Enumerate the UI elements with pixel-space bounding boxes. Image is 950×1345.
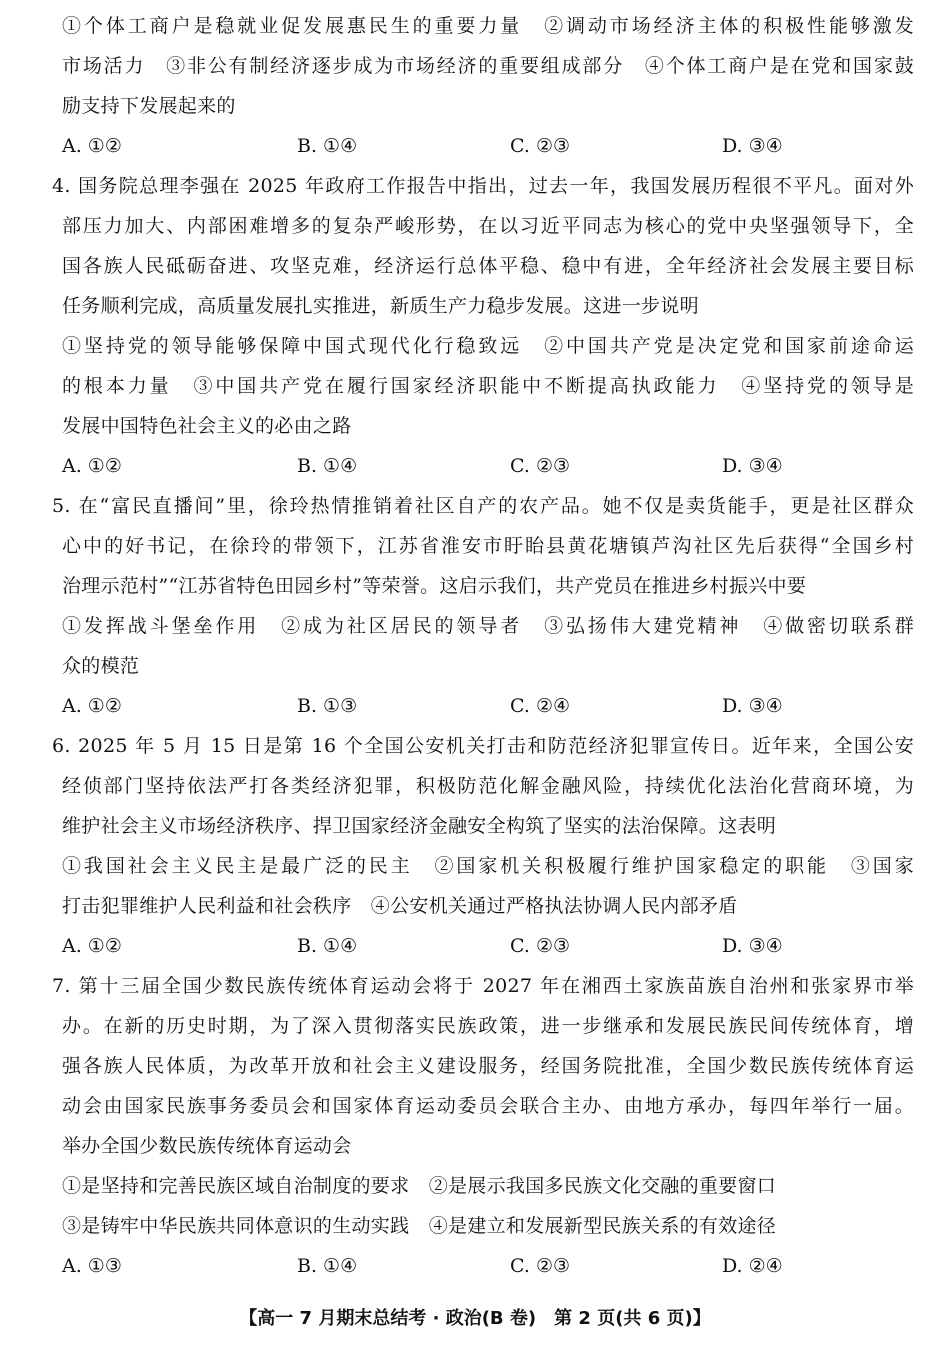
option-b: B. ①④ — [297, 935, 358, 957]
statement-line: 打击犯罪维护人民利益和社会秩序 ④公安机关通过严格执法协调人民内部矛盾 — [62, 895, 738, 917]
question-4 — [52, 166, 914, 486]
question-line: 维护社会主义市场经济秩序、捍卫国家经济金融安全构筑了坚实的法治保障。这表明 — [62, 815, 777, 837]
question-line: 治理示范村”“江苏省特色田园乡村”等荣誉。这启示我们，共产党员在推进乡村振兴中要 — [62, 575, 807, 597]
option-c: C. ②③ — [510, 135, 571, 157]
answer-options — [62, 926, 914, 966]
question-line: 动会由国家民族事务委员会和国家体育运动委员会联合主办、由地方承办，每四年举行一届。 — [62, 1095, 914, 1117]
option-b: B. ①④ — [297, 1255, 358, 1277]
question-line: 举办全国少数民族传统体育运动会 — [62, 1135, 352, 1157]
option-c: C. ②④ — [510, 695, 571, 717]
question-line: 心中的好书记，在徐玲的带领下，江苏省淮安市盱眙县黄花塘镇芦沟社区先后获得“全国乡村 — [62, 535, 914, 557]
statement-line: ①坚持党的领导能够保障中国式现代化行稳致远 ②中国共产党是决定党和国家前途命运 — [62, 335, 914, 357]
statement-line: 的根本力量 ③中国共产党在履行国家经济职能中不断提高执政能力 ④坚持党的领导是 — [62, 375, 914, 397]
statement-line: ①是坚持和完善民族区域自治制度的要求 ②是展示我国多民族文化交融的重要窗口 — [62, 1175, 777, 1197]
statement-line: 众的模范 — [62, 655, 140, 677]
question-line: 办。在新的历史时期，为了深入贯彻落实民族政策，进一步继承和发展民族民间传统体育，增 — [62, 1015, 914, 1037]
statement-line: 发展中国特色社会主义的必由之路 — [62, 415, 352, 437]
option-d: D. ②④ — [722, 1255, 783, 1277]
option-d: D. ③④ — [722, 135, 783, 157]
question-3-continuation — [62, 6, 914, 166]
option-c: C. ②③ — [510, 1255, 571, 1277]
statement-line: ③是铸牢中华民族共同体意识的生动实践 ④是建立和发展新型民族关系的有效途径 — [62, 1215, 777, 1237]
question-stem: 6. 2025 年 5 月 15 日是第 16 个全国公安机关打击和防范经济犯罪宣传日。近年来，全国公安 — [52, 735, 914, 757]
question-line: 部压力加大、内部困难增多的复杂严峻形势，在以习近平同志为核心的党中央坚强领导下，全 — [62, 215, 914, 237]
question-6 — [52, 726, 914, 966]
option-a: A. ①② — [62, 935, 122, 957]
question-line: 任务顺利完成，高质量发展扎实推进，新质生产力稳步发展。这进一步说明 — [62, 295, 699, 317]
answer-options — [62, 686, 914, 726]
exam-page — [52, 6, 914, 1286]
answer-options — [62, 126, 914, 166]
option-c: C. ②③ — [510, 455, 571, 477]
option-d: D. ③④ — [722, 695, 783, 717]
question-line: ①个体工商户是稳就业促发展惠民生的重要力量 ②调动市场经济主体的积极性能够激发 — [62, 15, 914, 37]
option-b: B. ①④ — [297, 455, 358, 477]
option-c: C. ②③ — [510, 935, 571, 957]
question-line: 励支持下发展起来的 — [62, 95, 236, 117]
statement-line: ①我国社会主义民主是最广泛的民主 ②国家机关积极履行维护国家稳定的职能 ③国家 — [62, 855, 914, 877]
question-line: 经侦部门坚持依法严打各类经济犯罪，积极防范化解金融风险，持续优化法治化营商环境，为 — [62, 775, 914, 797]
option-a: A. ①② — [62, 695, 122, 717]
option-a: A. ①② — [62, 455, 122, 477]
question-5 — [52, 486, 914, 726]
question-line: 国各族人民砥砺奋进、攻坚克难，经济运行总体平稳、稳中有进，全年经济社会发展主要目标 — [62, 255, 914, 277]
page-footer: 【高一 7 月期末总结考 · 政治(B 卷) 第 2 页(共 6 页)】 — [239, 1308, 711, 1329]
option-a: A. ①③ — [62, 1255, 122, 1277]
question-stem: 5. 在“富民直播间”里，徐玲热情推销着社区自产的农产品。她不仅是卖货能手，更是社区群众 — [52, 495, 914, 517]
option-b: B. ①③ — [297, 695, 358, 717]
answer-options — [62, 1246, 914, 1286]
question-line: 市场活力 ③非公有制经济逐步成为市场经济的重要组成部分 ④个体工商户是在党和国家鼓 — [62, 55, 914, 77]
option-b: B. ①④ — [297, 135, 358, 157]
option-d: D. ③④ — [722, 935, 783, 957]
option-d: D. ③④ — [722, 455, 783, 477]
option-a: A. ①② — [62, 135, 122, 157]
question-stem: 4. 国务院总理李强在 2025 年政府工作报告中指出，过去一年，我国发展历程很不平凡。面对外 — [52, 175, 914, 197]
statement-line: ①发挥战斗堡垒作用 ②成为社区居民的领导者 ③弘扬伟大建党精神 ④做密切联系群 — [62, 615, 914, 637]
question-7 — [52, 966, 914, 1286]
question-stem: 7. 第十三届全国少数民族传统体育运动会将于 2027 年在湘西土家族苗族自治州和张家界市举 — [52, 975, 914, 997]
question-line: 强各族人民体质，为改革开放和社会主义建设服务，经国务院批准，全国少数民族传统体育运 — [62, 1055, 914, 1077]
answer-options — [62, 446, 914, 486]
